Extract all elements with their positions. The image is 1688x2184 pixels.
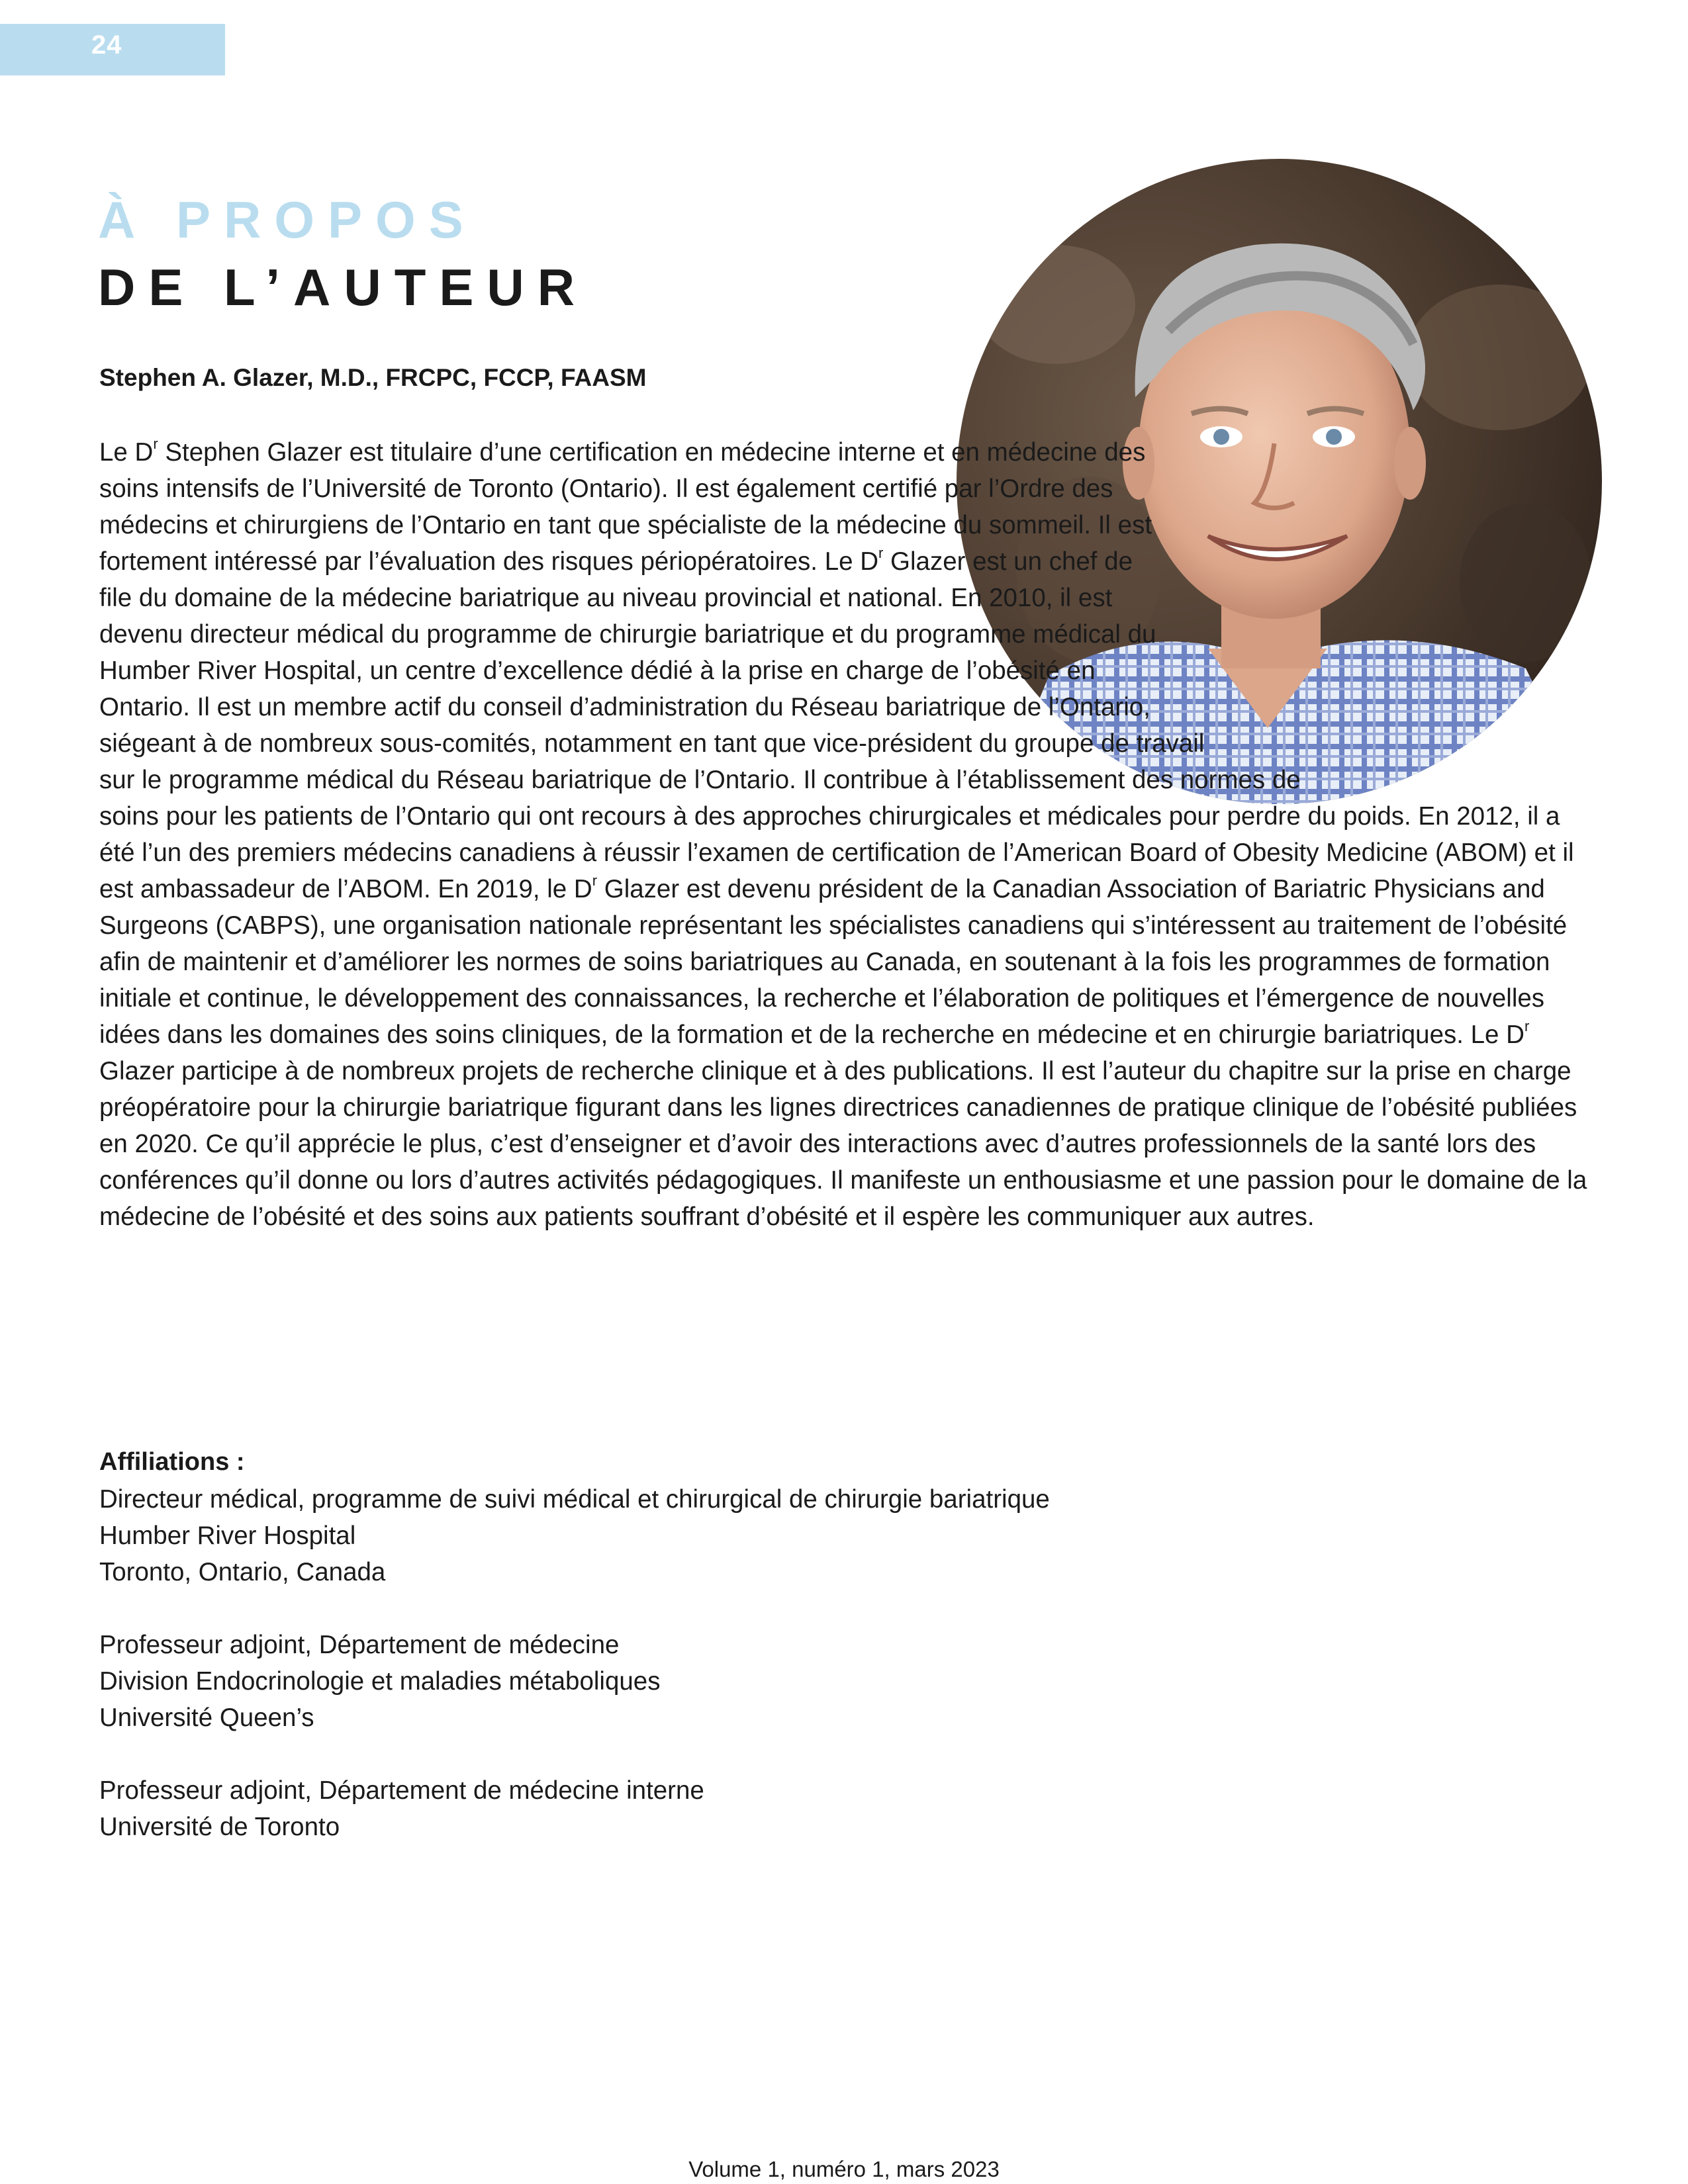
- bio-text-4: Glazer est devenu président de la Canadian Association of Bariatric Physicians and Surgeons (CABPS), une organisation nationale représentant les spécialistes canadiens qui s’intéressent au traitement de l’obésité afin de maintenir et d’améliorer les normes de soins bariatriques au Canada, en soutenant à la fois les programmes de formation initiale et continue, le développement des connaissances, la recherche et l’élaboration de politiques et l’émergence de nouvelles idées dans les domaines des soins cliniques, de la formation et de la recherche en médecine et en chirurgie bariatriques. Le D: [99, 875, 1568, 1049]
- affiliations-heading: Affiliations :: [99, 1448, 245, 1476]
- affiliation-line: Université de Toronto: [99, 1813, 340, 1841]
- affiliation-group-3: [99, 1772, 704, 1845]
- affiliation-line: Humber River Hospital: [99, 1522, 356, 1550]
- title-a-propos: À PROPOS: [98, 191, 477, 249]
- affiliation-line: Directeur médical, programme de suivi médical et chirurgical de chirurgie bariatrique: [99, 1485, 1050, 1514]
- affiliation-group-1: [99, 1481, 1050, 1590]
- page-number: 24: [91, 30, 122, 60]
- bio-sup-2: r: [878, 545, 884, 562]
- affiliation-group-2: [99, 1627, 660, 1736]
- affiliation-line: Professeur adjoint, Département de médecine: [99, 1631, 620, 1659]
- bio-text-2: Stephen Glazer est titulaire d’une certification en médecine interne et en médecine des soins intensifs de l’Université de Toronto (Ontario). Il est également certifié par l’Ordre des médecins et chirurgiens de l’Ontario en tant que spécialiste de la médecine du sommeil. Il est fortement intéressé par l’évaluation des risques périopératoires. Le D: [99, 438, 1152, 576]
- title-de-l-auteur: DE L’AUTEUR: [98, 258, 588, 316]
- author-biography: [99, 434, 1595, 1235]
- affiliation-line: Toronto, Ontario, Canada: [99, 1558, 386, 1586]
- bio-sup-4: r: [1524, 1018, 1530, 1035]
- bio-sup-1: r: [153, 435, 158, 453]
- bio-text-1: Le D: [99, 438, 154, 467]
- affiliation-line: Professeur adjoint, Département de médecine interne: [99, 1776, 704, 1805]
- bio-sup-3: r: [592, 872, 598, 889]
- bio-text-3: Glazer est un chef de file du domaine de la médecine bariatrique au niveau provincial et national. En 2010, il est devenu directeur médical du programme de chirurgie bariatrique et du programme médical du Humber River Hospital, un centre d’excellence dédié à la prise en charge de l’obésité en Ontario. Il est un membre actif du conseil d’administration du Réseau bariatrique de l’Ontario, siégeant à de nombreux sous-comités, notamment en tant que vice-président du groupe de travail sur le programme médical du Réseau bariatrique de l’Ontario. Il contribue à l’établissement des normes de soins pour les patients de l’Ontario qui ont recours à des approches chirurgicales et médicales pour perdre du poids. En 2012, il a été l’un des premiers médecins canadiens à réussir l’examen de certification de l’American Board of Obesity Medicine (ABOM) et il est ambassadeur de l’ABOM. En 2019, le D: [99, 547, 1574, 903]
- author-name: Stephen A. Glazer, M.D., FRCPC, FCCP, FAASM: [99, 364, 647, 391]
- page-footer: Volume 1, numéro 1, mars 2023: [688, 2157, 1000, 2181]
- bio-text-5: Glazer participe à de nombreux projets de recherche clinique et à des publications. Il est l’auteur du chapitre sur la prise en charge préopératoire pour la chirurgie bariatrique figurant dans les lignes directrices canadiennes de pratique clinique de l’obésité publiées en 2020. Ce qu’il apprécie le plus, c’est d’enseigner et d’avoir des interactions avec d’autres professionnels de la santé lors des conférences qu’il donne ou lors d’autres activités pédagogiques. Il manifeste un enthousiasme et une passion pour le domaine de la médecine de l’obésité et des soins aux patients souffrant d’obésité et il espère les communiquer aux autres.: [99, 1057, 1587, 1231]
- affiliation-line: Université Queen’s: [99, 1704, 314, 1732]
- affiliation-line: Division Endocrinologie et maladies métaboliques: [99, 1667, 661, 1696]
